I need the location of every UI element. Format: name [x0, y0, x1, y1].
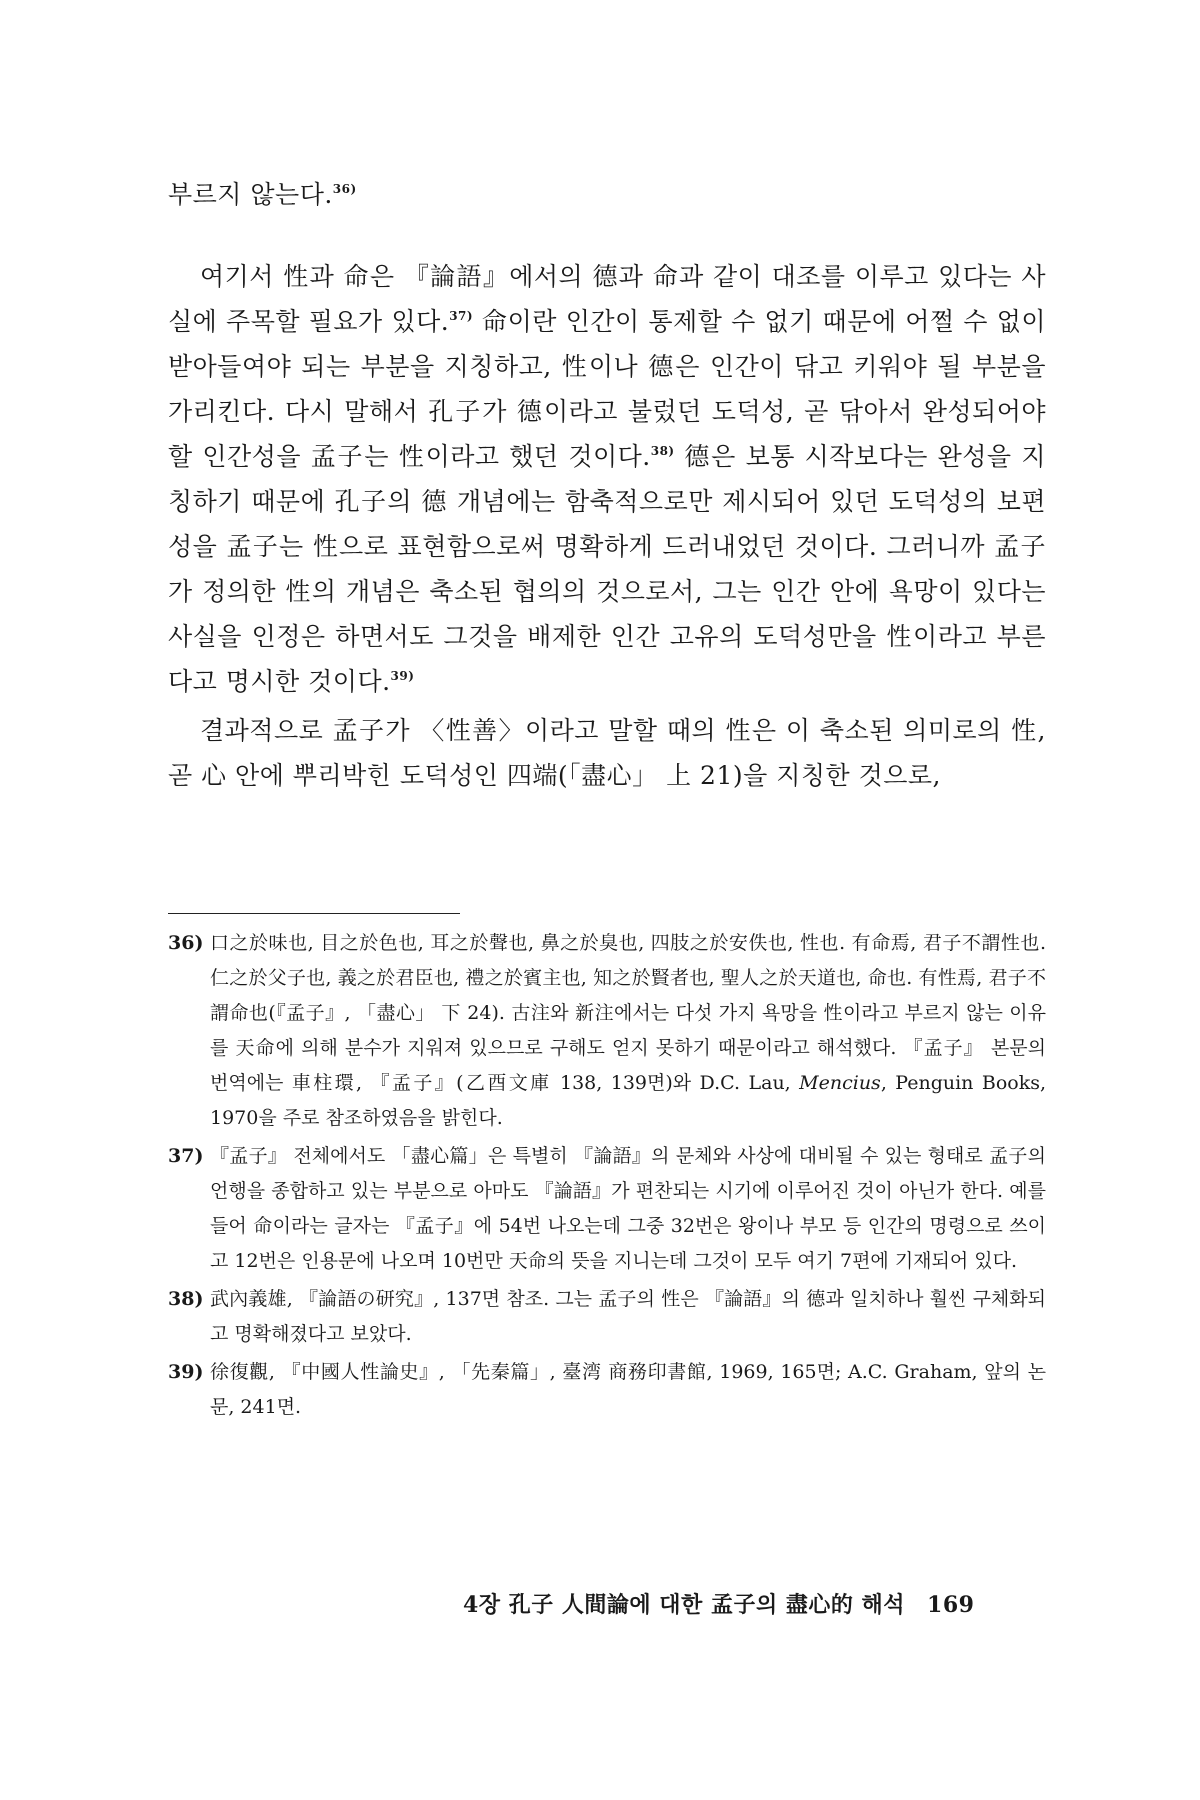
footnote-rule	[168, 913, 460, 914]
paragraph-1-segment-3: 德은 보통 시작보다는 완성을 지칭하기 때문에 孔子의 德 개념에는 함축적으로만 제시되어 있던 도덕성의 보편성을 孟子는 性으로 표현함으로써 명확하게 드러내었던 것이다. 그러니까 孟子가 정의한 性의 개념은 축소된 협의의 것으로서, 그는 인간 안에 욕망이 있다는 사실을 인정은 하면서도 그것을 배제한 인간 고유의 도덕성만을 性이라고 부른다고 명시한 것이다.	[168, 442, 1046, 696]
footnote-37	[168, 1139, 1046, 1279]
paragraph-2	[168, 708, 1046, 798]
footnote-number: 37)	[168, 1145, 204, 1167]
note-ref-37: 37)	[449, 309, 474, 323]
footnote-text: 武內義雄, 『論語の研究』, 137면 참조. 그는 孟子의 性은 『論語』의 德과 일치하나 훨씬 구체화되고 명확해졌다고 보았다.	[210, 1288, 1046, 1345]
running-title: 4장 孔子 人間論에 대한 孟子의 盡心的 해석	[463, 1592, 906, 1618]
footnote-text	[210, 926, 1046, 1136]
paragraph-1-segment-2: 命이란 인간이 통제할 수 없기 때문에 어쩔 수 없이 받아들여야 되는 부분을 지칭하고, 性이나 德은 인간이 닦고 키워야 될 부분을 가리킨다. 다시 말해서 孔子가 德이라고 불렀던 도덕성, 곧 닦아서 완성되어야 할 인간성을 孟子는 性이라고 했던 것이다.	[168, 307, 1046, 471]
page-footer	[463, 1588, 1063, 1619]
paragraph-1	[168, 254, 1046, 704]
footnote-text: 『孟子』 전체에서도 「盡心篇」은 특별히 『論語』의 문체와 사상에 대비될 수 있는 형태로 孟子의 언행을 종합하고 있는 부분으로 아마도 『論語』가 편찬되는 시기에 이루어진 것이 아닌가 한다. 예를 들어 命이라는 글자는 『孟子』에 54번 나오는데 그중 32번은 왕이나 부모 등 인간의 명령으로 쓰이고 12번은 인용문에 나오며 10번만 天命의 뜻을 지니는데 그것이 모두 여기 7편에 기재되어 있다.	[210, 1145, 1046, 1272]
lead-text: 부르지 않는다.	[168, 180, 333, 209]
footnote-36	[168, 926, 1046, 1136]
lead-line	[168, 172, 1046, 217]
note-ref-38: 38)	[650, 444, 675, 458]
page-number: 169	[927, 1592, 975, 1618]
paragraph-1-text	[168, 254, 1046, 704]
footnotes	[168, 926, 1046, 1428]
footnote-number: 39)	[168, 1361, 204, 1383]
footnote-36-text-a: 口之於味也, 目之於色也, 耳之於聲也, 鼻之於臭也, 四肢之於安佚也, 性也. 有命焉, 君子不謂性也. 仁之於父子也, 義之於君臣也, 禮之於賓主也, 知之於賢者也, 聖人之於天道也, 命也. 有性焉, 君子不謂命也(『孟子』, 「盡心」 下 24). 古注와 新注에서는 다섯 가지 욕망을 性이라고 부르지 않는 이유를 天命에 의해 분수가 지워져 있으므로 구해도 얻지 못하기 때문이라고 해석했다. 『孟子』 본문의 번역에는 車柱環, 『孟子』(乙酉文庫 138, 139면)와 D.C. Lau,	[210, 932, 1046, 1094]
footnote-39	[168, 1355, 1046, 1425]
footnote-38	[168, 1282, 1046, 1352]
footnote-text: 徐復觀, 『中國人性論史』, 「先秦篇」, 臺湾 商務印書館, 1969, 165면; A.C. Graham, 앞의 논문, 241면.	[210, 1361, 1046, 1418]
note-ref-39: 39)	[390, 669, 415, 683]
paragraph-1-segment-1: 여기서 性과 命은 『論語』에서의 德과 命과 같이 대조를 이루고 있다는 사실에 주목할 필요가 있다.	[168, 262, 1046, 336]
note-ref-36: 36)	[332, 182, 357, 196]
footnote-36-book-title: Mencius	[799, 1072, 881, 1094]
footnote-number: 38)	[168, 1288, 204, 1310]
paragraph-2-text: 결과적으로 孟子가 〈性善〉이라고 말할 때의 性은 이 축소된 의미로의 性, 곧 心 안에 뿌리박힌 도덕성인 四端(「盡心」 上 21)을 지칭한 것으로,	[168, 716, 1046, 790]
footnote-number: 36)	[168, 932, 204, 954]
footnote-36-text-b: , Penguin Books, 1970을 주로 참조하였음을 밝힌다.	[210, 1072, 1047, 1129]
